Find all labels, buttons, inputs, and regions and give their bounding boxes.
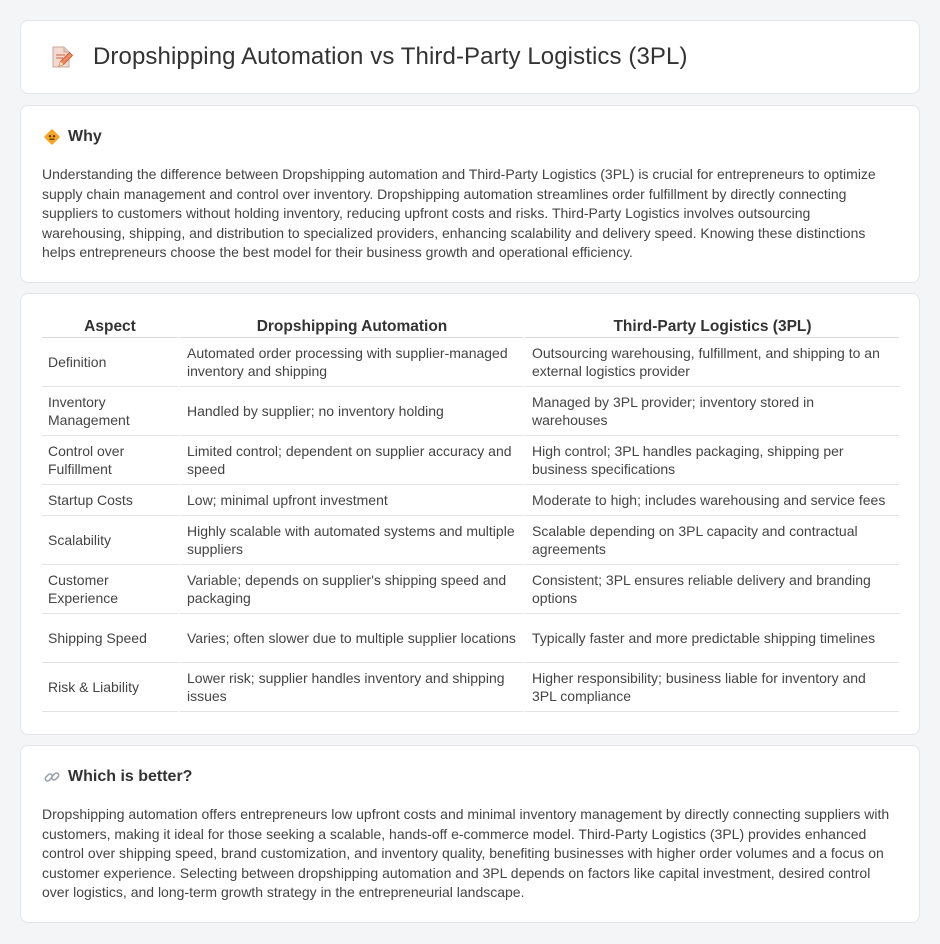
table-row bbox=[42, 614, 899, 663]
3pl-cell: Higher responsibility; business liable for inventory and 3PL compliance bbox=[523, 663, 899, 712]
table-row bbox=[42, 338, 899, 387]
diamond-warning-icon bbox=[43, 128, 61, 146]
comparison-card bbox=[20, 293, 920, 735]
aspect-cell: Startup Costs bbox=[42, 485, 178, 516]
table-row bbox=[42, 565, 899, 614]
3pl-cell: Typically faster and more predictable shipping timelines bbox=[523, 614, 899, 663]
3pl-cell: Moderate to high; includes warehousing and service fees bbox=[523, 485, 899, 516]
table-row bbox=[42, 436, 899, 485]
aspect-cell: Control over Fulfillment bbox=[42, 436, 178, 485]
3pl-cell: Scalable depending on 3PL capacity and contractual agreements bbox=[523, 516, 899, 565]
table-row bbox=[42, 516, 899, 565]
table-row bbox=[42, 387, 899, 436]
dropshipping-cell: Automated order processing with supplier-managed inventory and shipping bbox=[178, 338, 523, 387]
why-section bbox=[20, 105, 920, 283]
header-dropshipping: Dropshipping Automation bbox=[178, 316, 523, 338]
3pl-cell: Outsourcing warehousing, fulfillment, and shipping to an external logistics provider bbox=[523, 338, 899, 387]
which-is-better-section bbox=[20, 745, 920, 923]
why-text: Understanding the difference between Dropshipping automation and Third-Party Logistics (3PL) is crucial for entrepreneurs to optimize supply chain management and control over inventory. Dropshipping automation streamlines order fulfillment by directly connecting suppliers to customers without holding inventory, reducing upfront costs and risks. Third-Party Logistics involves outsourcing warehousing, shipping, and distribution to specialized providers, enhancing scalability and delivery speed. Knowing these distinctions helps entrepreneurs choose the best model for their business growth and operational efficiency. bbox=[42, 166, 876, 261]
header-aspect: Aspect bbox=[42, 316, 178, 338]
table-row bbox=[42, 663, 899, 712]
link-icon bbox=[43, 768, 61, 786]
header-3pl: Third-Party Logistics (3PL) bbox=[523, 316, 899, 338]
document-pencil-icon bbox=[47, 42, 77, 72]
3pl-cell: High control; 3PL handles packaging, shipping per business specifications bbox=[523, 436, 899, 485]
3pl-cell: Managed by 3PL provider; inventory stored in warehouses bbox=[523, 387, 899, 436]
aspect-cell: Inventory Management bbox=[42, 387, 178, 436]
3pl-cell: Consistent; 3PL ensures reliable delivery and branding options bbox=[523, 565, 899, 614]
table-row bbox=[42, 485, 899, 516]
better-text: Dropshipping automation offers entrepreneurs low upfront costs and minimal inventory management by directly connecting suppliers with customers, making it ideal for those seeking a scalable, hands-off e-commerce model. Third-Party Logistics (3PL) provides enhanced control over shipping speed, brand customization, and inventory quality, benefiting businesses with higher order volumes and a focus on customer experience. Selecting between dropshipping automation and 3PL depends on factors like capital investment, desired control over logistics, and long-term growth strategy in the entrepreneurial landscape. bbox=[42, 806, 890, 901]
table-header-row bbox=[42, 316, 899, 338]
dropshipping-cell: Handled by supplier; no inventory holding bbox=[178, 387, 523, 436]
dropshipping-cell: Low; minimal upfront investment bbox=[178, 485, 523, 516]
page-title: Dropshipping Automation vs Third-Party Logistics (3PL) bbox=[93, 43, 688, 70]
aspect-cell: Shipping Speed bbox=[42, 614, 178, 663]
aspect-cell: Definition bbox=[42, 338, 178, 387]
dropshipping-cell: Varies; often slower due to multiple supplier locations bbox=[178, 614, 523, 663]
dropshipping-cell: Variable; depends on supplier's shipping speed and packaging bbox=[178, 565, 523, 614]
why-title: Why bbox=[68, 128, 102, 145]
aspect-cell: Scalability bbox=[42, 516, 178, 565]
title-card bbox=[20, 20, 920, 94]
comparison-table bbox=[42, 316, 899, 712]
dropshipping-cell: Lower risk; supplier handles inventory and shipping issues bbox=[178, 663, 523, 712]
aspect-cell: Customer Experience bbox=[42, 565, 178, 614]
better-title: Which is better? bbox=[68, 768, 193, 785]
dropshipping-cell: Limited control; dependent on supplier accuracy and speed bbox=[178, 436, 523, 485]
aspect-cell: Risk & Liability bbox=[42, 663, 178, 712]
dropshipping-cell: Highly scalable with automated systems and multiple suppliers bbox=[178, 516, 523, 565]
